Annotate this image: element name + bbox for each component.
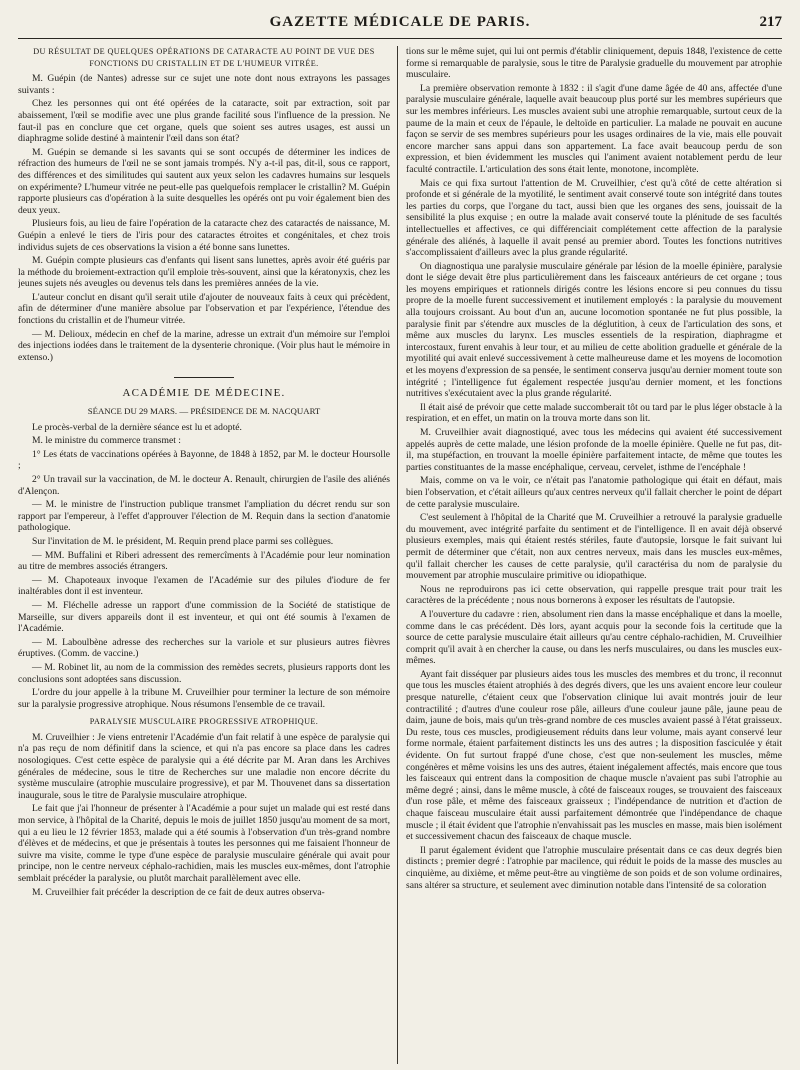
- paragraph: M. le ministre du commerce transmet :: [32, 435, 181, 447]
- page-number: 217: [759, 14, 782, 30]
- paragraph: Chez les personnes qui ont été opérées de la cataracte, soit par extraction, soit par abaissement, l'œil se modifie avec une plus grande facilité sous l'influence de la pression. Ne faut-il pas en conclure que cet organe, quels que soient ses autres usages, est aussi un diaphragme solide destiné à maintenir l'œil dans son état?: [18, 98, 390, 145]
- paragraph: Sur l'invitation de M. le président, M. Requin prend place parmi ses collègues.: [32, 535, 334, 547]
- paragraph: On diagnostiqua une paralysie musculaire générale par lésion de la moelle épinière, paralysie dont le siége devait être plus particulièrement dans les faisceaux antérieurs de cet organe ; tous les moyens empiriques et rationnels dirigés contre les lésions encore si peu connues du tissu propre de la moelle furent successivement et inutilement employés : la paralysie du mouvement alla toujours croissant. Au bout d'un an, aucune locomotion spontanée ne fut plus possible, la paralysie finit par s'étendre aux muscles de la déglutition, à ceux de l'articulation des sons, et même aux muscles du larynx. Les muscles essentiels de la respiration, diaphragme et intercostaux, furent envahis à leur tour, et au milieu de cette abolition graduelle et générale de la myotilité qui avait enlevé successivement à cette malheureuse dame et les moyens de locomotion et les moyens d'expression de sa pensée, le sentiment conserva jusqu'au dernier moment toute son intégrité ; l'intelligence fut également respectée jusqu'au dernier moment, et les fonctions nutritives s'exécutaient avec la plus grande régularité.: [406, 260, 782, 400]
- paragraph: — MM. Buffalini et Riberi adressent des remercîments à l'Académie pour leur nomination au titre de membres associés étrangers.: [18, 549, 390, 573]
- journal-title: GAZETTE MÉDICALE DE PARIS.: [269, 14, 531, 30]
- paragraph: — M. Robinet lit, au nom de la commission des remèdes secrets, plusieurs rapports dont les conclusions sont adoptées sans discussion.: [18, 661, 390, 685]
- column-divider: [397, 46, 398, 1064]
- paragraph: — M. Fléchelle adresse un rapport d'une commission de la Société de statistique de Marseille, sur divers appareils dont il est inventeur, et qui ont été soumis à l'examen de l'Académie.: [18, 599, 390, 635]
- paragraph: Il parut également évident que l'atrophie musculaire présentait dans ce cas deux degrés bien distincts ; premier degré : l'atrophie par macilence, qui réduit le poids de la masse des muscles au cinquième, au dixième, et même peut-être au vingtième de son poids et de son volume ordinaires, sans altérer sa structure, et seulement avec diminution notable dans l'intensité de sa coloration: [406, 844, 782, 891]
- paragraph: L'ordre du jour appelle à la tribune M. Cruveilhier pour terminer la lecture de son mémoire sur la paralysie progressive atrophique. Nous résumons l'ensemble de ce travail.: [18, 687, 390, 710]
- paragraph: M. Guépin se demande si les savants qui se sont occupés de déterminer les indices de réfraction des humeurs de l'œil ne se sont jamais trompés. N'y a-t-il pas, dit-il, sous ce rapport, des différences et des similitudes qui sautent aux yeux selon les cadavres humains sur lesquels on expérimente? L'humeur vitrée ne peut-elle pas quelquefois remplacer le cristallin? M. Guépin rapporte plusieurs cas d'opération à la suite desquelles les opérés ont pu voir également bien des deux yeux.: [18, 146, 390, 216]
- paragraph: Le fait que j'ai l'honneur de présenter à l'Académie a pour sujet un malade qui est resté dans mon service, à l'hôpital de la Charité, depuis le mois de juillet 1850 jusqu'au moment de sa mort, qui a eu lieu le 12 février 1853, malade qui a été soumis à l'observation d'un très-grand nombre d'élèves et de médecins, et que je présentais à toutes les personnes qui me faisaient l'honneur de suivre ma visite, comme le type d'une espèce de paralysie musculaire générale qui avait pour principe, non le centre nerveux céphalo-rachidien, mais les muscles eux-mêmes, dont l'atrophie semblait précéder la paralysie, ou plutôt marchait parallèlement avec elle.: [18, 803, 390, 884]
- section-title-cataract: DU RÉSULTAT DE QUELQUES OPÉRATIONS DE CATARACTE AU POINT DE VUE DES FONCTIONS DU CRISTALLIN ET DE L'HUMEUR VITRÉE.: [33, 47, 375, 68]
- paragraph: M. Guépin compte plusieurs cas d'enfants qui lisent sans lunettes, après avoir été guéris par la méthode du broiement-extraction qu'il emploie très-souvent, ainsi que la kératonyxis, chez les jeunes sujets nés aveugles ou devenus tels dans les premières années de la vie.: [18, 255, 390, 290]
- paragraph: Plusieurs fois, au lieu de faire l'opération de la cataracte chez des cataractés de naissance, M. Guépin a enlevé le tiers de l'iris pour des cataractes étroites et congénitales, et chez trois individus sujets de ces observations la vision a été bonne sans lunettes.: [18, 218, 390, 253]
- paragraph: La première observation remonte à 1832 : il s'agit d'une dame âgée de 40 ans, affectée d'une paralysie musculaire générale, laquelle avait beaucoup plus porté sur les membres supérieurs que sur les membres inférieurs. Les muscles avaient subi une atrophie remarquable, surtout ceux de la paume de la main et ceux de l'épaule, le deltoïde en particulier. La malade ne pouvait en aucune façon se servir de ses membres supérieurs pour les usages ordinaires de la vie, mais elle pouvait encore marcher sans appui dans son appartement. La face avait beaucoup perdu de son expression, et bien évidemment les muscles qui l'animent avaient notablement perdu de leur faculté contractile. L'articulation des sons était lente, monotone, incomplète.: [406, 82, 782, 175]
- paragraph-continued: tions sur le même sujet, qui lui ont permis d'établir cliniquement, depuis 1848, l'existence de cette forme si remarquable de paralysie, sous le titre de Paralysie graduelle du mouvement par atrophie musculaire.: [406, 46, 782, 81]
- paragraph: Le procès-verbal de la dernière séance est lu et adopté.: [32, 421, 242, 433]
- paragraph: — M. le ministre de l'instruction publique transmet l'ampliation du décret rendu sur son rapport par l'empereur, à l'effet d'approuver l'élection de M. Requin dans la section d'anatomie pathologique.: [18, 499, 390, 534]
- left-column: [18, 46, 390, 1064]
- paragraph: M. Cruveilhier fait précéder la description de ce fait de deux autres observa-: [32, 886, 325, 898]
- right-column: [406, 46, 782, 1064]
- paragraph: 1° Les états de vaccinations opérées à Bayonne, de 1848 à 1852, par M. le docteur Hoursolle ;: [18, 448, 390, 472]
- paragraph: L'auteur conclut en disant qu'il serait utile d'ajouter de nouveaux faits à ceux qui précèdent, afin de déterminer d'une manière absolue par l'observation et par l'expérience, l'étendue des fonctions du cristallin et de l'humeur vitrée.: [18, 291, 390, 327]
- section-title-paralysie: PARALYSIE MUSCULAIRE PROGRESSIVE ATROPHIQUE.: [89, 717, 319, 727]
- paragraph: M. Guépin (de Nantes) adresse sur ce sujet une note dont nous extrayons les passages suivants :: [18, 73, 390, 96]
- paragraph: Ayant fait disséquer par plusieurs aides tous les muscles des membres et du tronc, il reconnut que tous les muscles étaient atrophiés à des degrés divers, que les uns avaient encore leur couleur presque naturelle, c'étaient ceux que l'observation clinique lui avait montrés jouir de leur contractilité ; d'autres d'une couleur rose pâle, ailleurs d'une couleur jaune pâle, jaune peau de daim, jaune de bois, mais qu'un très-grand nombre de ces muscles avaient passé à l'état graisseux. Du reste, tous ces muscles, prodigieusement réduits dans leur volume, mais ayant conservé leur forme normale, étaient parfaitement distincts les uns des autres ; la disposition fasciculée y était évidente. On fut surtout frappé d'une chose, c'est que non-seulement les muscles, même congénères et même voisins les uns des autres, étaient inégalement affectés, mais encore que tous les faisceaux qui entrent dans la composition de chaque muscle n'avaient pas subi l'atrophie au même degré ; ainsi, dans le même muscle, à côté de faisceaux rouges, se trouvaient des faisceaux d'un rose pâle, et même des faisceaux graisseux ; l'indépendance de nutrition et d'action de chaque faisceau musculaire était aussi parfaitement démontrée que l'indépendance de chaque muscle ; il était évident que l'atrophie n'envahissait pas les muscles en masse, mais bien isolément et successivement chacun des faisceaux de chaque muscle.: [406, 668, 782, 843]
- paragraph: 2° Un travail sur la vaccination, de M. le docteur A. Renault, chirurgien de l'asile des aliénés d'Alençon.: [18, 474, 390, 497]
- paragraph: C'est seulement à l'hôpital de la Charité que M. Cruveilhier a retrouvé la paralysie graduelle du mouvement, avec intégrité parfaite du sentiment et de l'intelligence. Il en avait déjà observé plusieurs exemples, mais qui étaient restés stériles, faute d'autopsie, lorsque le fait suivant lui permit de déterminer que c'était, non aux centres nerveux, mais dans les muscles eux-mêmes, qu'il fallait chercher les causes de cette paralysie, qu'il caractérisa du nom de paralysie du mouvement par atrophie musculaire primitive ou idiopathique.: [406, 512, 782, 582]
- paragraph: A l'ouverture du cadavre : rien, absolument rien dans la masse encéphalique et dans la moelle, comme dans le cas précédent. Dès lors, ayant acquis pour la seconde fois la certitude que la source de cette paralysie musculaire était ailleurs qu'au centre céphalo-rachidien, M. Cruveilhier comprit qu'il avait à en chercher la cause, ou dans les nerfs musculaires, ou dans les muscles eux-mêmes.: [406, 608, 782, 667]
- paragraph: Nous ne reproduirons pas ici cette observation, qui rappelle presque trait pour trait les caractères de la précédente ; nous nous bornerons à exposer les résultats de l'autopsie.: [406, 583, 782, 607]
- paragraph: — M. Delioux, médecin en chef de la marine, adresse un extrait d'un mémoire sur l'emploi des injections iodées dans le traitement de la dysenterie chronique. (Voir plus haut le mémoire in extenso.): [18, 328, 390, 363]
- paragraph: Mais, comme on va le voir, ce n'était pas l'anatomie pathologique qui était en défaut, mais bien l'observation, et c'était ailleurs qu'aux centres nerveux qu'il fallait chercher le point de départ de cette paralysie musculaire.: [406, 475, 782, 510]
- paragraph: — M. Chapoteaux invoque l'examen de l'Académie sur des pilules d'iodure de fer inaltérables dont il est inventeur.: [18, 574, 390, 598]
- paragraph: Il était aisé de prévoir que cette malade succomberait tôt ou tard par le plus léger obstacle à la respiration, et en effet, un matin on la trouva morte dans son lit.: [406, 401, 782, 425]
- paragraph: — M. Laboulbène adresse des recherches sur la variole et sur plusieurs autres fièvres éruptives. (Comm. de vaccine.): [18, 636, 390, 660]
- page-header: [18, 14, 782, 39]
- seance-line: SÉANCE DU 29 MARS. — PRÉSIDENCE DE M. NACQUART: [87, 406, 321, 417]
- academie-title: ACADÉMIE DE MÉDECINE.: [122, 387, 286, 400]
- separator-rule: [174, 377, 234, 378]
- paragraph: M. Cruveilhier avait diagnostiqué, avec tous les médecins qui avaient été successivement appelés auprès de cette malade, une lésion profonde de la moelle épinière. Quelle ne fut pas, dit-il, ma stupéfaction, en trouvant la moelle épinière parfaitement intacte, de même que toutes les parties constituantes de la masse encéphalique, cerveau, cervelet, isthme de l'encéphale !: [406, 427, 782, 473]
- paragraph: M. Cruveilhier : Je viens entretenir l'Académie d'un fait relatif à une espèce de paralysie qui n'a pas reçu de nom définitif dans la science, et qui n'a pas encore sa place dans les cadres nosologiques. C'est cette espèce de paralysie qui a été décrite par M. Aran dans les Archives générales de médecine, sous le titre de Recherches sur une maladie non encore décrite du système musculaire (atrophie musculaire progressive), et par M. Thouvenet dans sa dissertation inaugurale, sous le titre de Paralysie musculaire atrophique.: [18, 731, 390, 801]
- paragraph: Mais ce qui fixa surtout l'attention de M. Cruveilhier, c'est qu'à côté de cette altération si profonde et si générale de la myotilité, le sentiment avait conservé toute son intégrité dans toutes les parties du corps, que l'organe du tact, aussi bien que les organes des sens, jouissait de la sensibilité la plus exquise ; en outre la malade avait conservé toute la plénitude de ses facultés intellectuelles et affectives, ce qui différenciait complétement cette affection de la paralysie générale des aliénés, à laquelle il avait pensé au premier abord. Toutes les fonctions nutritives s'accomplissaient d'ailleurs avec la plus grande régularité.: [406, 177, 782, 259]
